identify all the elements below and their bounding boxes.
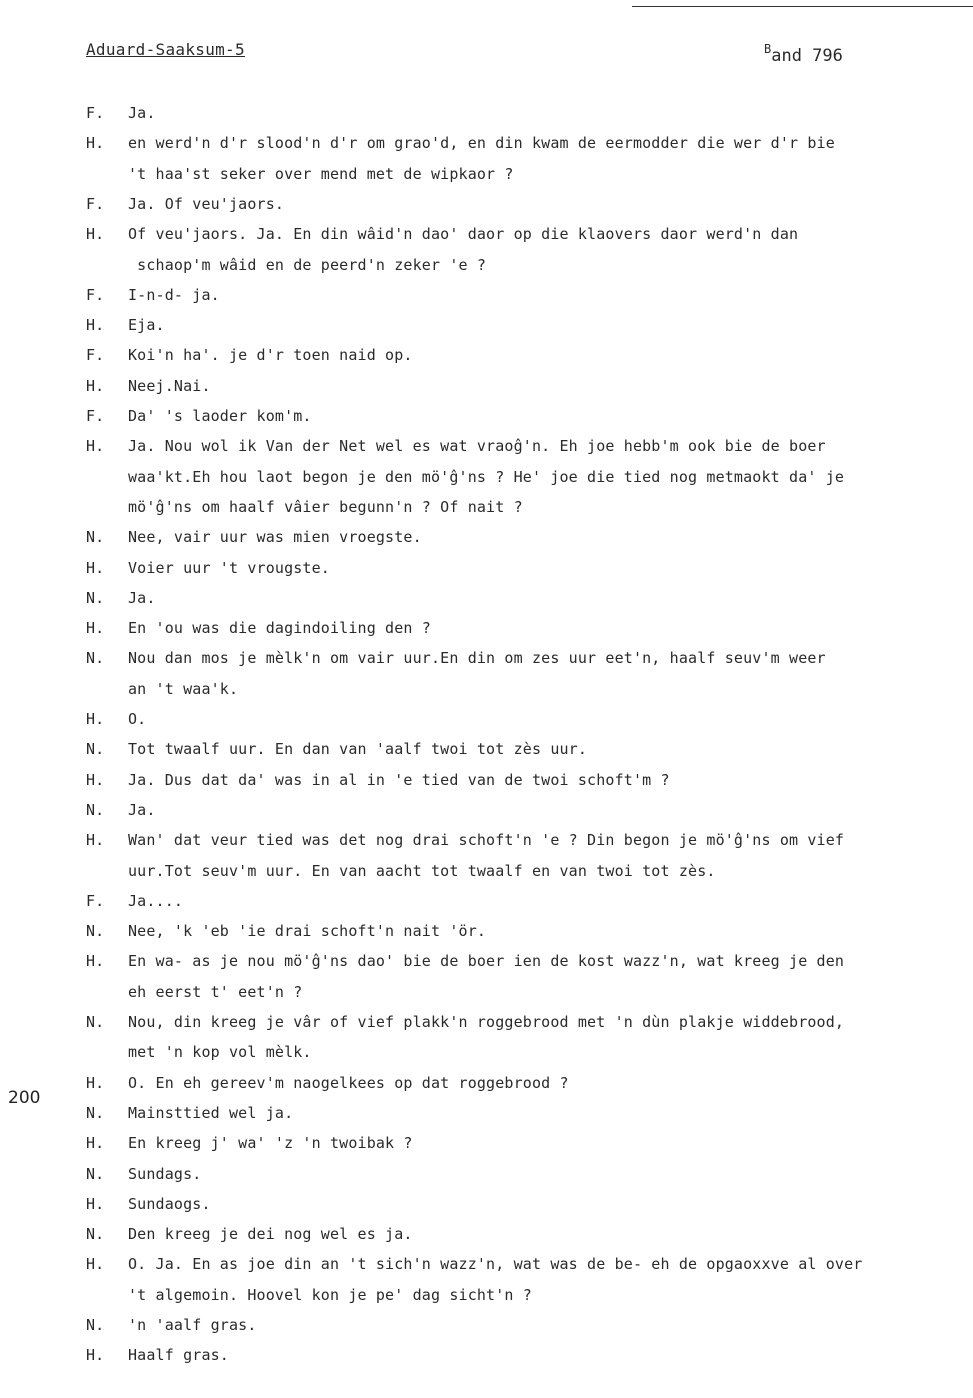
utterance-text: Nee, vair uur was mien vroegste. (128, 528, 422, 547)
speaker-label: F. (86, 104, 105, 122)
utterance-text: Ja. (128, 104, 156, 122)
utterance-text: Sundaogs. (128, 1194, 211, 1213)
band-rest: and 796 (771, 46, 843, 66)
utterance-text: Koi'n ha'. je d'r toen naid op. (128, 346, 413, 365)
speaker-label: F. (86, 346, 105, 365)
utterance-text: Mainsttied wel ja. (128, 1103, 294, 1122)
speaker-label: N. (86, 1164, 105, 1183)
utterance-text: an 't waa'k. (128, 679, 239, 698)
utterance-text: En 'ou was die dagindoiling den ? (128, 619, 431, 638)
speaker-label: H. (86, 558, 105, 577)
utterance-text: Sundags. (128, 1164, 202, 1183)
document-title: Aduard-Saaksum-5 (86, 40, 245, 59)
speaker-label: H. (86, 376, 105, 395)
utterance-text: I-n-d- ja. (128, 285, 220, 304)
utterance-text: eh eerst t' eet'n ? (128, 982, 303, 1001)
speaker-label: N. (86, 1103, 105, 1122)
speaker-label: N. (86, 528, 105, 547)
utterance-text: uur.Tot seuv'm uur. En van aacht tot twaalf en van twoi tot zès. (128, 861, 716, 880)
utterance-text: 't haa'st seker over mend met de wipkaor ? (128, 164, 514, 183)
utterance-text: Voier uur 't vrougste. (128, 558, 330, 577)
speaker-label: F. (86, 285, 105, 304)
utterance-text: O. Ja. En as joe din an 't sich'n wazz'n, wat was de be- eh de opgaoxxve al over (128, 1255, 863, 1274)
speaker-label: H. (86, 316, 105, 335)
utterance-text: Ja.... (128, 891, 184, 910)
speaker-label: H. (86, 770, 105, 789)
speaker-label: F. (86, 194, 105, 213)
band-number (764, 42, 843, 66)
speaker-label: H. (86, 710, 105, 728)
speaker-label: H. (86, 134, 105, 153)
utterance-text: Tot twaalf uur. En dan van 'aalf twoi tot zès uur. (128, 740, 588, 759)
speaker-label: H. (86, 1346, 105, 1365)
utterance-text: Da' 's laoder kom'm. (128, 407, 312, 425)
utterance-text: Ja. (128, 800, 156, 819)
speaker-label: H. (86, 619, 105, 638)
speaker-label: F. (86, 407, 105, 425)
speaker-label: N. (86, 800, 105, 819)
speaker-label: H. (86, 831, 105, 850)
speaker-label: H. (86, 1194, 105, 1213)
band-prefix: B (764, 42, 772, 56)
speaker-label: H. (86, 437, 105, 456)
speaker-label: N. (86, 922, 105, 941)
utterance-text: mö'ĝ'ns om haalf vâier begunn'n ? Of nait ? (128, 497, 523, 516)
utterance-text: 't algemoin. Hoovel kon je pe' dag sicht'n ? (128, 1285, 532, 1304)
speaker-label: N. (86, 1013, 105, 1031)
utterance-text: Nou, din kreeg je vâr of vief plakk'n roggebrood met 'n dùn plakje widdebrood, (128, 1013, 845, 1031)
speaker-label: N. (86, 1316, 105, 1334)
utterance-text: Of veu'jaors. Ja. En din wâid'n dao' daor op die klaovers daor werd'n dan (128, 225, 799, 244)
utterance-text: met 'n kop vol mèlk. (128, 1043, 312, 1062)
speaker-label: H. (86, 952, 105, 971)
speaker-label: N. (86, 649, 105, 668)
utterance-text: Ja. Of veu'jaors. (128, 194, 285, 213)
utterance-text: waa'kt.Eh hou laot begon je den mö'ĝ'ns ? He' joe die tied nog metmaokt da' je (128, 467, 845, 486)
utterance-text: Nee, 'k 'eb 'ie drai schoft'n nait 'ör. (128, 922, 487, 941)
speaker-label: H. (86, 1255, 105, 1274)
speaker-label: N. (86, 1225, 105, 1244)
speaker-label: F. (86, 891, 105, 910)
utterance-text: Wan' dat veur tied was det nog drai schoft'n 'e ? Din begon je mö'ĝ'ns om vief (128, 831, 845, 850)
speaker-label: N. (86, 588, 105, 607)
speaker-label: H. (86, 1073, 105, 1092)
utterance-text: Den kreeg je dei nog wel es ja. (128, 1225, 413, 1244)
utterance-text: En kreeg j' wa' 'z 'n twoibak ? (128, 1134, 413, 1153)
utterance-text: Eja. (128, 316, 165, 335)
speaker-label: H. (86, 225, 105, 244)
utterance-text: O. (128, 710, 147, 728)
utterance-text: en werd'n d'r slood'n d'r om grao'd, en din kwam de eermodder die wer d'r bie (128, 134, 835, 153)
speaker-label: N. (86, 740, 105, 759)
utterance-text: Nou dan mos je mèlk'n om vair uur.En din om zes uur eet'n, haalf seuv'm weer (128, 649, 826, 668)
utterance-text: Haalf gras. (128, 1346, 229, 1365)
utterance-text: Ja. (128, 588, 156, 607)
utterance-text: O. En eh gereev'm naogelkees op dat roggebrood ? (128, 1073, 569, 1092)
utterance-text: Ja. Dus dat da' was in al in 'e tied van de twoi schoft'm ? (128, 770, 670, 789)
utterance-text: Ja. Nou wol ik Van der Net wel es wat vraoĝ'n. Eh joe hebb'm ook bie de boer (128, 437, 826, 456)
margin-page-number: 200 (8, 1088, 41, 1108)
utterance-text: schaop'm wâid en de peerd'n zeker 'e ? (128, 255, 487, 274)
speaker-label: H. (86, 1134, 105, 1153)
utterance-text: En wa- as je nou mö'ĝ'ns dao' bie de boer ien de kost wazz'n, wat kreeg je den (128, 952, 845, 971)
utterance-text: Neej.Nai. (128, 376, 211, 395)
top-rule (632, 6, 973, 7)
utterance-text: 'n 'aalf gras. (128, 1316, 257, 1334)
